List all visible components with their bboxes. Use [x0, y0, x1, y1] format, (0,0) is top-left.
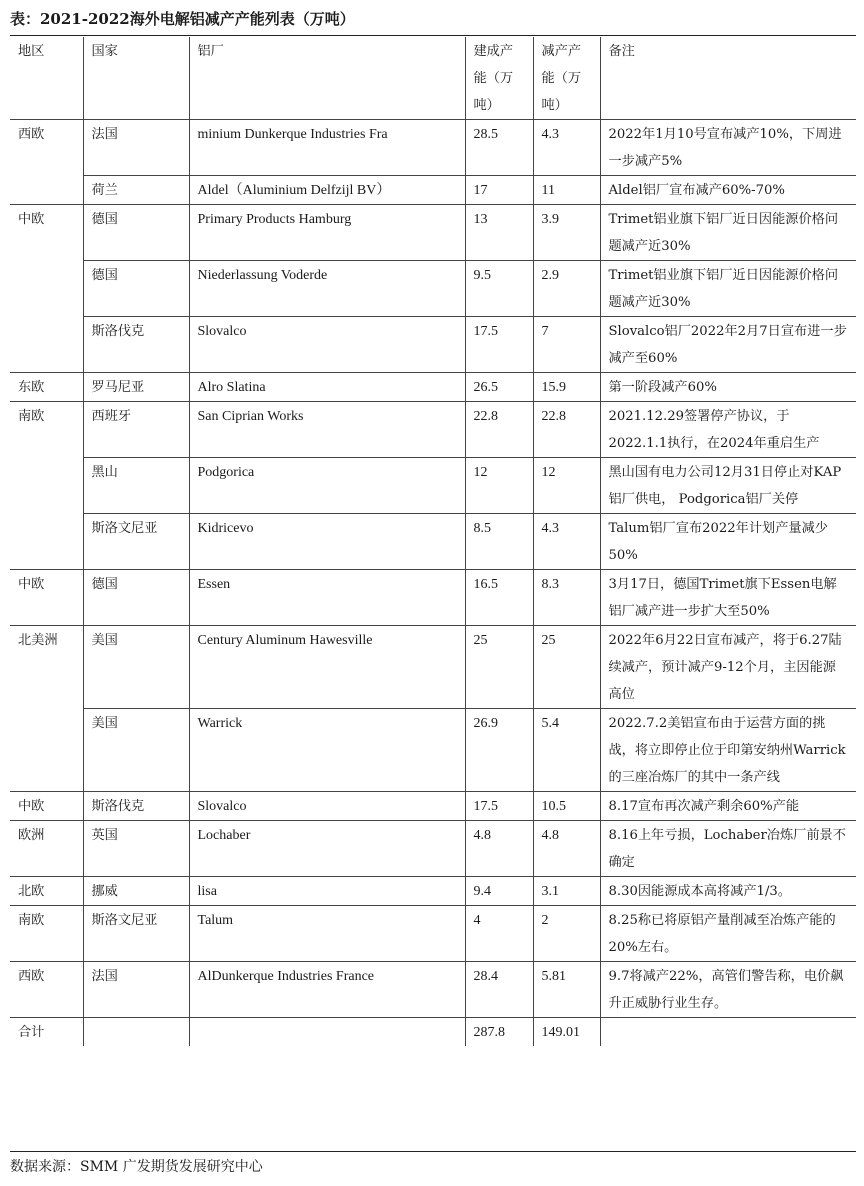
top-rule — [10, 35, 856, 36]
cell-note: 2021.12.29签署停产协议，于2022.1.1执行，在2024年重启生产 — [600, 402, 856, 458]
cell-country: 斯洛文尼亚 — [83, 906, 189, 962]
total-label: 合计 — [10, 1018, 83, 1047]
cell-capacity: 9.4 — [465, 877, 533, 906]
total-capacity: 287.8 — [465, 1018, 533, 1047]
table-row — [10, 402, 856, 458]
cell-note: Trimet铝业旗下铝厂近日因能源价格问题减产近30% — [600, 205, 856, 261]
cell-capacity: 4 — [465, 906, 533, 962]
cell-note: 2022.7.2美铝宣布由于运营方面的挑战，将立即停止位于印第安纳州Warrick的三座冶炼厂的其中一条产线 — [600, 709, 856, 792]
cell-capacity: 26.5 — [465, 373, 533, 402]
header-plant: 铝厂 — [189, 37, 465, 120]
cell-note: 8.30因能源成本高将减产1/3。 — [600, 877, 856, 906]
curtailment-table — [10, 37, 856, 1046]
cell-note: Talum铝厂宣布2022年计划产量减少50% — [600, 514, 856, 570]
cell-plant: Slovalco — [189, 792, 465, 821]
cell-note: 3月17日，德国Trimet旗下Essen电解铝厂减产进一步扩大至50% — [600, 570, 856, 626]
table-row — [10, 514, 856, 570]
cell-plant: Niederlassung Voderde — [189, 261, 465, 317]
cell-country: 英国 — [83, 821, 189, 877]
cell-region: 东欧 — [10, 373, 83, 402]
cell-plant: Essen — [189, 570, 465, 626]
cell-plant: Primary Products Hamburg — [189, 205, 465, 261]
cell-plant: Lochaber — [189, 821, 465, 877]
cell-country: 挪威 — [83, 877, 189, 906]
cell-country: 罗马尼亚 — [83, 373, 189, 402]
cell-cut: 4.8 — [533, 821, 600, 877]
cell-cut: 22.8 — [533, 402, 600, 458]
cell-plant: Century Aluminum Hawesville — [189, 626, 465, 709]
cell-region: 北美洲 — [10, 626, 83, 709]
cell-plant: Slovalco — [189, 317, 465, 373]
cell-capacity: 9.5 — [465, 261, 533, 317]
table-row — [10, 205, 856, 261]
cell-cut: 2.9 — [533, 261, 600, 317]
cell-plant: Warrick — [189, 709, 465, 792]
cell-capacity: 8.5 — [465, 514, 533, 570]
cell-country: 法国 — [83, 962, 189, 1018]
cell-country: 美国 — [83, 709, 189, 792]
cell-plant: Aldel（Aluminium Delfzijl BV） — [189, 176, 465, 205]
cell-cut: 2 — [533, 906, 600, 962]
cell-plant: minium Dunkerque Industries Fra — [189, 120, 465, 176]
cell-country: 德国 — [83, 205, 189, 261]
cell-cut: 4.3 — [533, 514, 600, 570]
cell-plant: San Ciprian Works — [189, 402, 465, 458]
cell-capacity: 13 — [465, 205, 533, 261]
table-row — [10, 176, 856, 205]
cell-note: 第一阶段减产60% — [600, 373, 856, 402]
cell-cut: 8.3 — [533, 570, 600, 626]
cell-note: Trimet铝业旗下铝厂近日因能源价格问题减产近30% — [600, 261, 856, 317]
cell-plant: Alro Slatina — [189, 373, 465, 402]
header-capacity: 建成产能（万吨） — [465, 37, 533, 120]
cell-cut: 10.5 — [533, 792, 600, 821]
cell-note: Slovalco铝厂2022年2月7日宣布进一步减产至60% — [600, 317, 856, 373]
table-row — [10, 373, 856, 402]
cell-cut: 4.3 — [533, 120, 600, 176]
table-row — [10, 962, 856, 1018]
table-row — [10, 626, 856, 709]
cell-region — [10, 317, 83, 373]
table-row — [10, 709, 856, 792]
cell-country: 美国 — [83, 626, 189, 709]
total-note-empty — [600, 1018, 856, 1047]
cell-plant: lisa — [189, 877, 465, 906]
cell-capacity: 28.4 — [465, 962, 533, 1018]
table-row — [10, 570, 856, 626]
cell-plant: AlDunkerque Industries France — [189, 962, 465, 1018]
cell-note: Aldel铝厂宣布减产60%-70% — [600, 176, 856, 205]
cell-region: 北欧 — [10, 877, 83, 906]
cell-country: 黑山 — [83, 458, 189, 514]
total-cut: 149.01 — [533, 1018, 600, 1047]
cell-note: 8.16上年亏损，Lochaber冶炼厂前景不确定 — [600, 821, 856, 877]
table-row — [10, 792, 856, 821]
table-row — [10, 120, 856, 176]
cell-capacity: 28.5 — [465, 120, 533, 176]
cell-capacity: 25 — [465, 626, 533, 709]
cell-capacity: 4.8 — [465, 821, 533, 877]
cell-country: 斯洛伐克 — [83, 317, 189, 373]
cell-region: 中欧 — [10, 570, 83, 626]
cell-cut: 3.1 — [533, 877, 600, 906]
cell-region — [10, 514, 83, 570]
cell-country: 斯洛伐克 — [83, 792, 189, 821]
cell-cut: 5.4 — [533, 709, 600, 792]
header-row — [10, 37, 856, 120]
cell-cut: 3.9 — [533, 205, 600, 261]
header-country: 国家 — [83, 37, 189, 120]
cell-plant: Kidricevo — [189, 514, 465, 570]
cell-cut: 15.9 — [533, 373, 600, 402]
table-body — [10, 120, 856, 1018]
cell-plant: Podgorica — [189, 458, 465, 514]
cell-region: 西欧 — [10, 962, 83, 1018]
table-row — [10, 317, 856, 373]
bottom-rule — [10, 1151, 856, 1152]
cell-country: 西班牙 — [83, 402, 189, 458]
cell-region — [10, 458, 83, 514]
cell-capacity: 12 — [465, 458, 533, 514]
cell-region — [10, 176, 83, 205]
cell-note: 2022年6月22日宣布减产，将于6.27陆续减产，预计减产9-12个月，主因能源高位 — [600, 626, 856, 709]
total-plant-empty — [189, 1018, 465, 1047]
cell-cut: 11 — [533, 176, 600, 205]
cell-note: 2022年1月10号宣布减产10%，下周进一步减产5% — [600, 120, 856, 176]
cell-region: 中欧 — [10, 205, 83, 261]
cell-region — [10, 261, 83, 317]
table-row — [10, 458, 856, 514]
cell-region: 南欧 — [10, 906, 83, 962]
cell-region: 南欧 — [10, 402, 83, 458]
header-region: 地区 — [18, 44, 45, 59]
total-country-empty — [83, 1018, 189, 1047]
cell-cut: 12 — [533, 458, 600, 514]
cell-country: 荷兰 — [83, 176, 189, 205]
cell-region: 欧洲 — [10, 821, 83, 877]
total-row — [10, 1018, 856, 1047]
cell-country: 法国 — [83, 120, 189, 176]
cell-capacity: 17.5 — [465, 792, 533, 821]
table-row — [10, 877, 856, 906]
cell-plant: Talum — [189, 906, 465, 962]
header-note: 备注 — [600, 37, 856, 120]
table-row — [10, 261, 856, 317]
cell-capacity: 17.5 — [465, 317, 533, 373]
cell-country: 斯洛文尼亚 — [83, 514, 189, 570]
table-row — [10, 821, 856, 877]
cell-capacity: 22.8 — [465, 402, 533, 458]
cell-country: 德国 — [83, 261, 189, 317]
cell-note: 8.25称已将原铝产量削减至冶炼产能的20%左右。 — [600, 906, 856, 962]
cell-cut: 25 — [533, 626, 600, 709]
cell-region: 西欧 — [10, 120, 83, 176]
cell-note: 9.7将减产22%，高管们警告称，电价飙升正威胁行业生存。 — [600, 962, 856, 1018]
cell-region: 中欧 — [10, 792, 83, 821]
source-note: 数据来源：SMM 广发期货发展研究中心 — [10, 1159, 263, 1175]
cell-note: 黑山国有电力公司12月31日停止对KAP铝厂供电， Podgorica铝厂关停 — [600, 458, 856, 514]
cell-region — [10, 709, 83, 792]
cell-note: 8.17宣布再次减产剩余60%产能 — [600, 792, 856, 821]
cell-capacity: 17 — [465, 176, 533, 205]
cell-cut: 7 — [533, 317, 600, 373]
header-cut: 减产产能（万吨） — [533, 37, 600, 120]
cell-capacity: 26.9 — [465, 709, 533, 792]
cell-country: 德国 — [83, 570, 189, 626]
table-row — [10, 906, 856, 962]
cell-capacity: 16.5 — [465, 570, 533, 626]
table-title: 表：2021-2022海外电解铝减产产能列表（万吨） — [10, 10, 355, 28]
cell-cut: 5.81 — [533, 962, 600, 1018]
